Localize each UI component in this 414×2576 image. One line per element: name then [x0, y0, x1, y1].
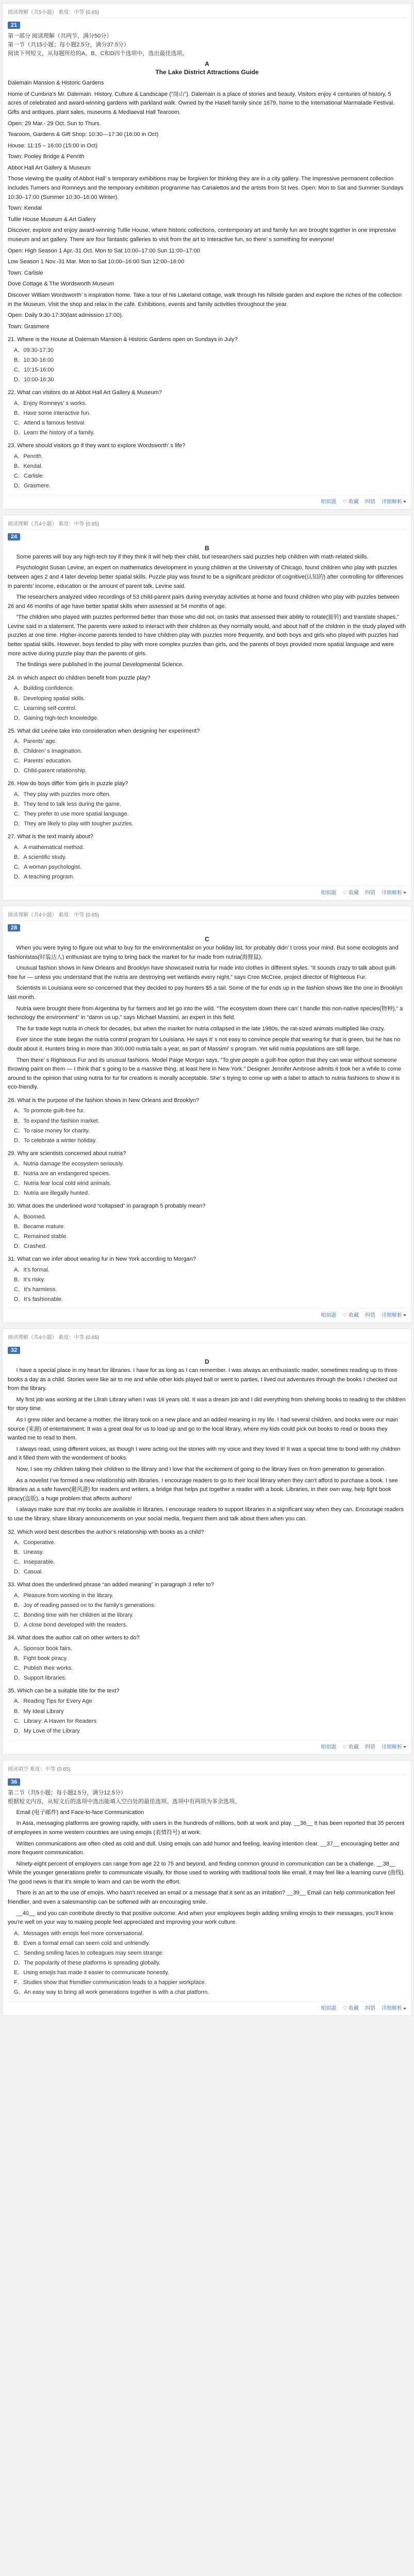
- heart-icon: ♡: [342, 499, 347, 505]
- paragraph: Dove Cottage & The Wordsworth Museum: [8, 281, 114, 287]
- paragraph: Dalemain Mansion & Historic Gardens: [8, 80, 104, 87]
- paragraph: Psychologist Susan Levine, an expert on mathematics development in young children at the University of Chicago, found children who play with puzzles between ages 2 and 4 later develop better spatial skills. Puzzle play was found to be a significant predictor of cognitive(认知的) after controlling for differences in parents’ income, education or the amount of parent talk, Levine said.: [8, 565, 404, 589]
- analysis-label: 详细解析: [382, 499, 402, 505]
- section-instructions: 第一部分 阅读理解（共两节，满分50分） 第一节（共15小题；每小题2.5分，满分37.5分） 阅读下列短文，从每题所给的A、B、C和D四个选项中，选出最佳选项。: [8, 33, 188, 57]
- paragraph: Some parents will buy any high-tech toy if they think it will help their child, but researchers said puzzles help children with math-related skills.: [16, 553, 369, 560]
- question-meta: 阅读理解（共5小题） 难度：中等 (0.65): [8, 7, 406, 18]
- answer-option[interactable]: C．A woman psychologist.: [14, 863, 81, 870]
- sub-questions: [8, 674, 406, 882]
- option-list: [8, 843, 406, 882]
- answer-option[interactable]: C．Library: A Haven for Readers: [14, 1718, 97, 1724]
- answer-option[interactable]: A．Pleasure from working in the library.: [14, 1592, 113, 1599]
- answer-option[interactable]: C．Inseparable.: [14, 1559, 55, 1566]
- question-stem: 31. What can we infer about wearing fur in New York according to Morgan?: [8, 1256, 196, 1263]
- sub-question: [8, 388, 406, 437]
- chevron-down-icon: [403, 1314, 406, 1316]
- paragraph: Unusual fashion shows in New Orleans and Brooklyn have showcased nutria fur made into clothes in different styles. “It sounds crazy to talk about guilt-free fur — unless you understand that the nutria are destroying wet wetlands every night,” says Cree McCree, project director of Righteous Fur.: [8, 965, 397, 980]
- answer-option[interactable]: E．Using emojis has made it easier to communicate honestly.: [14, 1970, 170, 1976]
- heart-icon: ♡: [342, 1744, 347, 1750]
- question-meta: 阅读理解（共4小题） 难度：中等 (0.65): [8, 518, 406, 530]
- passage-body: [8, 1366, 406, 1524]
- question-stem: 25. What did Levine take into consideration when designing her experiment?: [8, 727, 200, 734]
- paragraph: Then there’ s Righteous Fur and its unusual fashions. Model Paige Morgan says, “To give people a guilt-free option that they can wear without someone throwing paint on them — I think that’ s going to be a massive thing, at least here in New York.” Designer Jennifer Ambrose admits it took her a while to come around to the opinion that using nutria for fur for creations is morally acceptable. She’ s trying to come up with a label to attach to nutria fashions to show it is eco-friendly.: [8, 1057, 402, 1091]
- sub-questions: [8, 1096, 406, 1304]
- heart-icon: ♡: [342, 890, 347, 896]
- option-list: [8, 684, 406, 722]
- paragraph: Nutria were brought there from Argentina by fur farmers and let go into the wild. “The ecosystem down there can’ t handle this non-native species(物种),” a technology the environment” in “damn us up,” says Michael Massimi, an expert in this field.: [8, 1005, 403, 1021]
- view-analysis-button[interactable]: [382, 1311, 406, 1318]
- analysis-label: 详细解析: [382, 1744, 402, 1750]
- question-stem: 35. Which can be a suitable title for the text?: [8, 1687, 120, 1694]
- answer-option[interactable]: B．Have some interactive fun.: [14, 410, 91, 416]
- answer-option[interactable]: B．Kendal.: [14, 463, 43, 469]
- question-stem: 32. Which word best describes the author’s relationship with books as a child?: [8, 1529, 204, 1535]
- answer-option[interactable]: C．Parents’ education.: [14, 758, 72, 765]
- option-list: [8, 1160, 406, 1198]
- answer-option[interactable]: A．Messages with emojis feel more conversational.: [14, 1930, 144, 1937]
- option-list: [8, 1266, 406, 1304]
- sub-question: [8, 1634, 406, 1683]
- sub-questions: [8, 1528, 406, 1736]
- answer-option[interactable]: B．Children’ s imagination.: [14, 748, 82, 755]
- paragraph: Open: 29 Mar.- 29 Oct. Sun to Thurs.: [8, 120, 101, 127]
- paragraph: Ninety-eight percent of employers can range from age 22 to 75 and beyond, and finding common ground in communication can be a challenge. __38__ While the younger generations prefer to communicate visually, for those used to working with traditional tools like email, it may feel like a learning curve (曲线). The good news is that it’s simple to learn and can be worth the effort.: [8, 1860, 405, 1885]
- paragraph: Open: Daily 9:30-17:30(last admission 17:00).: [8, 312, 123, 319]
- report-error-button[interactable]: 纠错: [365, 1313, 375, 1319]
- answer-option[interactable]: B．10:30-16:00: [14, 357, 54, 364]
- sub-question: [8, 1096, 406, 1145]
- answer-option[interactable]: A．Penrith.: [14, 453, 43, 460]
- favorite-button[interactable]: [342, 1311, 359, 1318]
- report-error-button[interactable]: 纠错: [365, 1744, 375, 1750]
- question-number: 28: [8, 924, 20, 931]
- paragraph: When you were trying to figure out what to buy for the environmentalist on your holiday list, for probably didn’ t cross your mind. But some ecologists and fashionistas(时装达人) enthusiast are trying to bring back the market for fur made from nutria(海狸鼠).: [8, 944, 399, 960]
- paragraph: Town: Pooley Bridge & Penrith: [8, 154, 85, 160]
- option-list: [8, 1697, 406, 1735]
- sub-question: [8, 1149, 406, 1198]
- question-stem: 23. Where should visitors go if they want to explore Wordsworth’ s life?: [8, 442, 186, 449]
- option-list: [8, 1645, 406, 1683]
- view-analysis-button[interactable]: [382, 888, 406, 896]
- paragraph: Scientists in Louisiana were so concerned that they decided to pay hunters $5 a tail. Some of the fur ends up in the fashion shows like the one in Brooklyn last month.: [8, 985, 403, 1001]
- answer-option[interactable]: B．To expand the fashion market.: [14, 1117, 100, 1124]
- answer-option[interactable]: B．Fight book piracy.: [14, 1655, 68, 1662]
- passage-body: [8, 79, 406, 331]
- answer-option[interactable]: A．09:30-17:30: [14, 347, 54, 353]
- answer-option[interactable]: A．Sponsor book fairs.: [14, 1645, 73, 1652]
- answer-option[interactable]: D．Grasmere.: [14, 482, 51, 489]
- chevron-down-icon: [403, 1746, 406, 1748]
- question-number: 21: [8, 22, 20, 29]
- answer-option[interactable]: B．Even a formal email can seem cold and unfriendly.: [14, 1940, 150, 1946]
- answer-option[interactable]: A．Cooperative.: [14, 1539, 56, 1546]
- answer-option[interactable]: B．Uneasy.: [14, 1549, 44, 1556]
- paragraph: Written communications are often cited as cold and dull. Using emojis can add humor and feeling, leaving intention clear. __37__ encouraging better and more frequent communication.: [8, 1840, 400, 1856]
- answer-option[interactable]: C．They prefer to use more spatial language.: [14, 811, 129, 818]
- answer-option[interactable]: A．Enjoy Romneys’ s works.: [14, 400, 87, 406]
- answer-option[interactable]: A．To promote guilt-free fur.: [14, 1108, 85, 1114]
- answer-option[interactable]: D．It’s fashionable.: [14, 1296, 63, 1302]
- sub-question: [8, 727, 406, 776]
- answer-option[interactable]: A．Building confidence.: [14, 685, 74, 692]
- report-error-button[interactable]: 纠错: [365, 2006, 375, 2012]
- answer-option[interactable]: D．They are likely to play with tougher puzzles.: [14, 821, 134, 827]
- report-error-button[interactable]: 纠错: [365, 890, 375, 896]
- chevron-down-icon: [403, 501, 406, 503]
- question-stem: 34. What does the author call on other writers to do?: [8, 1635, 140, 1641]
- question-stem: 30. What does the underlined word “collapsed” in paragraph 5 probably mean?: [8, 1203, 206, 1210]
- paragraph: Discover, explore and enjoy award-winning Tullie House, where historic collections, contemporary art and family fun are brought together in one impressive museum and art gallery. There are four fantastic galleries to visit from the art to Interactive fun, so there’ s something for everyone!: [8, 227, 396, 243]
- answer-option[interactable]: C．Remained stable.: [14, 1233, 68, 1240]
- option-list: [8, 790, 406, 828]
- passage-letter: D: [205, 1358, 209, 1366]
- view-analysis-button[interactable]: [382, 497, 406, 505]
- question-stem: 22. What can visitors do at Abbot Hall Art Gallery & Museum?: [8, 389, 162, 396]
- favorite-label: 收藏: [349, 1313, 359, 1319]
- question-footer: [8, 1308, 406, 1318]
- answer-option[interactable]: C．Attend a famous festival.: [14, 419, 86, 426]
- answer-option[interactable]: G．An easy way to bring all work generations together is with a chat platform.: [14, 1989, 209, 1996]
- paragraph: In Asia, messaging platforms are growing rapidly, with users in the hundreds of millions, both at work and play. __36__ It has been reported that 35 percent of employees in some western countries are using emojis (表情符号) at work.: [8, 1820, 405, 1836]
- chevron-down-icon: [403, 892, 406, 894]
- sub-question: [8, 442, 406, 490]
- similar-button[interactable]: 相似题: [321, 1313, 337, 1319]
- answer-option[interactable]: C．Nutria fear local cold wind animals.: [14, 1180, 111, 1187]
- question-stem: 26. How do boys differ from girls in puzzle play?: [8, 781, 128, 787]
- question-footer: [8, 886, 406, 896]
- question-block-24: [2, 515, 412, 901]
- paragraph: As a novelist I’ve formed a new relationship with libraries. I encourage readers to go to their local library when they can’t afford to purchase a book. I see libraries as a safe haven(避风港) for readers and writers, a bridge that helps put together a reader with a book. Libraries, in their own way, help fight book piracy(盗版), a huge problem that affects authors!: [8, 1477, 398, 1502]
- passage-title: The Lake District Attractions Guide: [155, 69, 259, 76]
- answer-option[interactable]: D．A close bond developed with the readers.: [14, 1622, 128, 1629]
- answer-option[interactable]: A．Boomed.: [14, 1214, 46, 1221]
- answer-option[interactable]: D．A teaching program.: [14, 873, 75, 880]
- favorite-label: 收藏: [349, 1744, 359, 1750]
- paragraph: I have a special place in my heart for libraries. I have for as long as I can remember. I was always an enthusiastic reader, sometimes reading up to three books a day as a child. Stories were like air to me and while other kids played ball or went to parties, I lived out adventures through the books I checked out from the library.: [8, 1367, 398, 1392]
- sub-question: [8, 1528, 406, 1577]
- paragraph: “The children who played with puzzles performed better than those who did not, on tasks that assessed their ability to rotate(旋转) and translate shapes,” Levine said in a statement. The parents were asked to interact with their children as they normally would, and about half of the children in the study played with puzzles at one time. Higher-income parents tended to have children play with puzzles more frequently, and both boys and girls who played with puzzles had better spatial skills. However, boys tended to play with more complex puzzles than girls, and the parents of boys provided more spatial language and were more active during puzzle play than the parents of girls.: [8, 614, 406, 657]
- paragraph: The researchers analyzed video recordings of 53 child-parent pairs during everyday activities at home and found children who play with puzzles between 26 and 46 months of age have better spatial skills when assessed at 54 months of age.: [8, 594, 400, 609]
- paragraph: __40__ and you can contribute directly to that positive outcome. And when your employees begin adding smiling emojis to their messages, you’ll know you’re well on your way to making people feel appreciated and improving your work culture.: [8, 1910, 393, 1926]
- answer-option[interactable]: B．They tend to talk less during the game.: [14, 801, 121, 808]
- paragraph: Home of Cumbria’s Mr. Dalemain. History, Culture & Landscape (“岗山”). Dalemain is a place of stories and beauty. Visitors enjoy 4 centuries of history, 5 acres of celebrated and award-winning gardens with parkland walk. Owned by the Hasell family since 1679, home to the International Marmalade Festival. Gifts and antiques, plant sales, museums & Mediaeval Hall Tearoom.: [8, 91, 395, 115]
- question-stem: 21. Where is the House at Dalemain Mansion & Historic Gardens open on Sundays in July?: [8, 336, 238, 343]
- question-footer: [8, 495, 406, 505]
- paragraph: Low Season 1 Nov.-31 Mar. Mon to Sat 10:00–16:00 Sun 12:00–16:00: [8, 259, 185, 265]
- option-list: [8, 1929, 406, 1997]
- option-list: [8, 1107, 406, 1145]
- answer-option[interactable]: C．It’s harmless.: [14, 1286, 57, 1293]
- heart-icon: ♡: [342, 1313, 347, 1319]
- passage-body: [8, 1808, 406, 1927]
- analysis-label: 详细解析: [382, 890, 402, 896]
- paragraph: Those viewing the quality of Abbot Hall’ s temporary exhibitions may be forgiven for thinking they are in a city gallery. The impressive permanent collection includes Turners and Romneys and the temporary exhibition programme has Canalettos and the artists from St Ives. Open: Mon to Sat and Summer Sundays 10:30–17:00 (Summer 10:30–16:00 Winter).: [8, 176, 404, 200]
- sub-question: [8, 1687, 406, 1736]
- view-analysis-button[interactable]: [382, 1742, 406, 1750]
- answer-option[interactable]: B．A scientific study.: [14, 854, 67, 860]
- answer-option[interactable]: D．My Love of the Library: [14, 1727, 80, 1734]
- answer-option[interactable]: D．To celebrate a winter holiday.: [14, 1137, 97, 1144]
- sub-question: [8, 1202, 406, 1251]
- sub-question: [8, 779, 406, 828]
- paragraph: Tearoom, Gardens & Gift Shop: 10:30—17:30 (16:00 in Oct): [8, 131, 159, 138]
- answer-option[interactable]: C．Learning self-control.: [14, 705, 77, 711]
- paragraph: Abbot Hall Art Gallery & Museum: [8, 164, 91, 171]
- paragraph: House: 11:15 – 16:00 (15:00 in Oct): [8, 142, 98, 149]
- question-block-36: [2, 1760, 412, 2016]
- answer-option[interactable]: B．Developing spatial skills.: [14, 695, 86, 702]
- option-list: [8, 1538, 406, 1577]
- sub-question: [8, 1581, 406, 1630]
- similar-button[interactable]: 相似题: [321, 2006, 337, 2012]
- option-list: [8, 346, 406, 384]
- paragraph: The fur trade kept nutria in check for decades, but when the market for nutria collapsed in the late 1980s, the rat-sized animals multiplied like crazy.: [16, 1025, 385, 1032]
- question-footer: [8, 2001, 406, 2011]
- answer-option[interactable]: C．Sending smiling faces to colleagues may seem strange.: [14, 1950, 164, 1956]
- question-stem: 33. What does the underlined phrase “an added meaning” in paragraph 3 refer to?: [8, 1582, 214, 1588]
- question-stem: 28. What is the purpose of the fashion shows in New Orleans and Brooklyn?: [8, 1097, 200, 1104]
- answer-option[interactable]: C．10:15-16:00: [14, 367, 54, 374]
- answer-option[interactable]: B．It’s risky.: [14, 1276, 45, 1283]
- paragraph: Email (电子邮件) and Face-to-face Communication: [16, 1809, 144, 1816]
- section-instructions: 第二节（共5小题；每小题2.5分，满分12.5分） 根据短文内容，从短文后的选项中选出能填入空白处的最佳选项。选项中有两项为多余选项。: [8, 1789, 240, 1805]
- passage-letter: B: [205, 544, 209, 552]
- favorite-button[interactable]: [342, 888, 359, 896]
- answer-option[interactable]: A．A mathematical method.: [14, 844, 85, 851]
- passage-body: [8, 553, 406, 670]
- question-meta: 阅读填空 难度：中等 (0.65): [8, 1764, 406, 1775]
- analysis-label: 详细解析: [382, 1313, 402, 1319]
- paragraph: Town: Kendal: [8, 205, 42, 212]
- paragraph: I always make sure that my books are available in libraries. I encourage readers to support libraries in a significant way when they can. Encourage readers to use the library, share library announcements on your social media, frequent them and talk about them when you can.: [8, 1506, 404, 1522]
- favorite-label: 收藏: [349, 499, 359, 505]
- answer-option[interactable]: B．My Ideal Library: [14, 1708, 64, 1715]
- paragraph: As I grew older and became a mother, the library took on a new place and an added meaning in my life. I had several children, and books were our main source (来源) of entertainment. It was a great deal for us to load up and go to the local library, where my kids could pick out books to read or books they wanted me to read to them.: [8, 1416, 398, 1442]
- report-error-button[interactable]: 纠错: [365, 499, 375, 505]
- question-stem: 24. In which aspect do children benefit from puzzle play?: [8, 674, 151, 681]
- favorite-button[interactable]: [342, 2004, 359, 2011]
- paragraph: Open: High Season 1 Apr.-31 Oct. Mon to Sat 10:00–17:00 Sun 11:00–17:00: [8, 247, 200, 254]
- sub-question: [8, 833, 406, 882]
- similar-button[interactable]: 相似题: [321, 499, 337, 505]
- favorite-label: 收藏: [349, 890, 359, 896]
- favorite-button[interactable]: [342, 1742, 359, 1750]
- answer-option[interactable]: C．Bonding time with her children at the library.: [14, 1612, 134, 1618]
- answer-option[interactable]: A．They play with puzzles more often.: [14, 791, 111, 798]
- answer-option[interactable]: D．Crashed.: [14, 1243, 47, 1250]
- answer-option[interactable]: B．Joy of reading passed on to the family’s generations.: [14, 1602, 156, 1608]
- answer-option[interactable]: D．Casual.: [14, 1569, 43, 1575]
- answer-option[interactable]: B．Nutria are an endangered species.: [14, 1171, 111, 1177]
- answer-option[interactable]: C．Carlisle.: [14, 472, 44, 479]
- sub-question: [8, 1255, 406, 1304]
- question-number: 36: [8, 1778, 20, 1786]
- question-stem: 27. What is the text mainly about?: [8, 834, 93, 840]
- paragraph: The findings were published in the journal Developmental Science.: [16, 662, 184, 668]
- answer-option[interactable]: A．Nutria damage the ecosystem seriously.: [14, 1161, 124, 1167]
- answer-options: [8, 1929, 406, 1997]
- sub-question: [8, 335, 406, 384]
- option-list: [8, 399, 406, 437]
- favorite-label: 收藏: [349, 2006, 359, 2012]
- sub-question: [8, 674, 406, 723]
- question-block-32: [2, 1328, 412, 1755]
- question-meta: 阅读理解（共4小题） 难度：中等 (0.65): [8, 1332, 406, 1343]
- answer-option[interactable]: D．Nutria are illegally hunted.: [14, 1190, 90, 1197]
- favorite-button[interactable]: [342, 497, 359, 505]
- analysis-label: 详细解析: [382, 2006, 402, 2012]
- passage-letter: A: [205, 60, 209, 68]
- option-list: [8, 452, 406, 490]
- answer-option[interactable]: C．Publish their works.: [14, 1665, 73, 1671]
- heart-icon: ♡: [342, 2006, 347, 2012]
- similar-button[interactable]: 相似题: [321, 890, 337, 896]
- answer-option[interactable]: F．Studies show that friendlier communication leads to a happier workplace.: [14, 1979, 206, 1986]
- answer-option[interactable]: D．Gaining high-tech knowledge.: [14, 715, 98, 721]
- question-block-21: [2, 3, 412, 510]
- similar-button[interactable]: 相似题: [321, 1744, 337, 1750]
- passage-body: [8, 944, 406, 1092]
- question-stem: 29. Why are scientists concerned about nutria?: [8, 1150, 126, 1157]
- view-analysis-button[interactable]: [382, 2004, 406, 2011]
- question-meta: 阅读理解（共4小题） 难度：中等 (0.65): [8, 909, 406, 921]
- answer-option[interactable]: D．The popularity of these platforms is spreading globally.: [14, 1960, 161, 1966]
- paragraph: Discover William Wordsworth’ s inspiration home. Take a tour of his Lakeland cottage, walk through his hillside garden and explore the riches of the collection in the Museum. Visit the shop and relax in the café. Exhibitions, events and family activities throughout the year.: [8, 292, 402, 308]
- paragraph: Now, I see my children taking their children to the library and I love that the excitement of going to the library lives on from generation to generation.: [16, 1466, 386, 1472]
- answer-option[interactable]: A．Parents’ age.: [14, 738, 57, 745]
- option-list: [8, 1213, 406, 1251]
- answer-option[interactable]: C．To raise money for charity.: [14, 1127, 90, 1134]
- answer-option[interactable]: D．Child-parent relationship.: [14, 768, 87, 774]
- question-number: 32: [8, 1347, 20, 1354]
- question-number: 24: [8, 533, 20, 540]
- answer-option[interactable]: D．Support libraries.: [14, 1674, 67, 1681]
- paragraph: My first job was working at the Lilrah Library when I was 16 years old. It was a dream job and I did everything from shelving books to reading to the children for story time.: [8, 1396, 406, 1412]
- paragraph: There is an art to the use of emojis. Who hasn’t received an email or a message that it sent as an irritation? __39__ Email can help communication feel friendlier, and even a salesmanship can be softened with an encouraging smile.: [8, 1890, 395, 1906]
- sub-questions: [8, 335, 406, 490]
- answer-option[interactable]: B．Became mature.: [14, 1224, 65, 1230]
- option-list: [8, 1591, 406, 1630]
- paragraph: Town: Carlisle: [8, 269, 43, 276]
- answer-option[interactable]: A．Reading Tips for Every Age: [14, 1698, 92, 1705]
- answer-option[interactable]: A．It’s formal.: [14, 1266, 49, 1273]
- paragraph: I always read, using different voices, as though I were acting out the stories with my voice and they loved it! It was a special time to bond with my children and it filled them with the wonderment of books.: [8, 1446, 401, 1462]
- paragraph: Tullie House Museum & Art Gallery: [8, 216, 96, 223]
- question-footer: [8, 1740, 406, 1750]
- answer-option[interactable]: D．10:00-16:30: [14, 377, 54, 383]
- answer-option[interactable]: D．Learn the history of a family.: [14, 429, 95, 436]
- paragraph: Town: Grasmere: [8, 323, 49, 330]
- option-list: [8, 737, 406, 775]
- chevron-down-icon: [403, 2008, 406, 2010]
- question-block-28: [2, 906, 412, 1323]
- paragraph: Ever since the state began the nutria control program for Louisiana. He says it’ s not easy to convince people that wearing fur that is green, but he has no doubt about it. Hunters bring in more than 300,000 nutria tails a year, as part of Massimi’ s program. Yet wild nutria populations are still large.: [8, 1037, 401, 1052]
- passage-letter: C: [205, 935, 209, 943]
